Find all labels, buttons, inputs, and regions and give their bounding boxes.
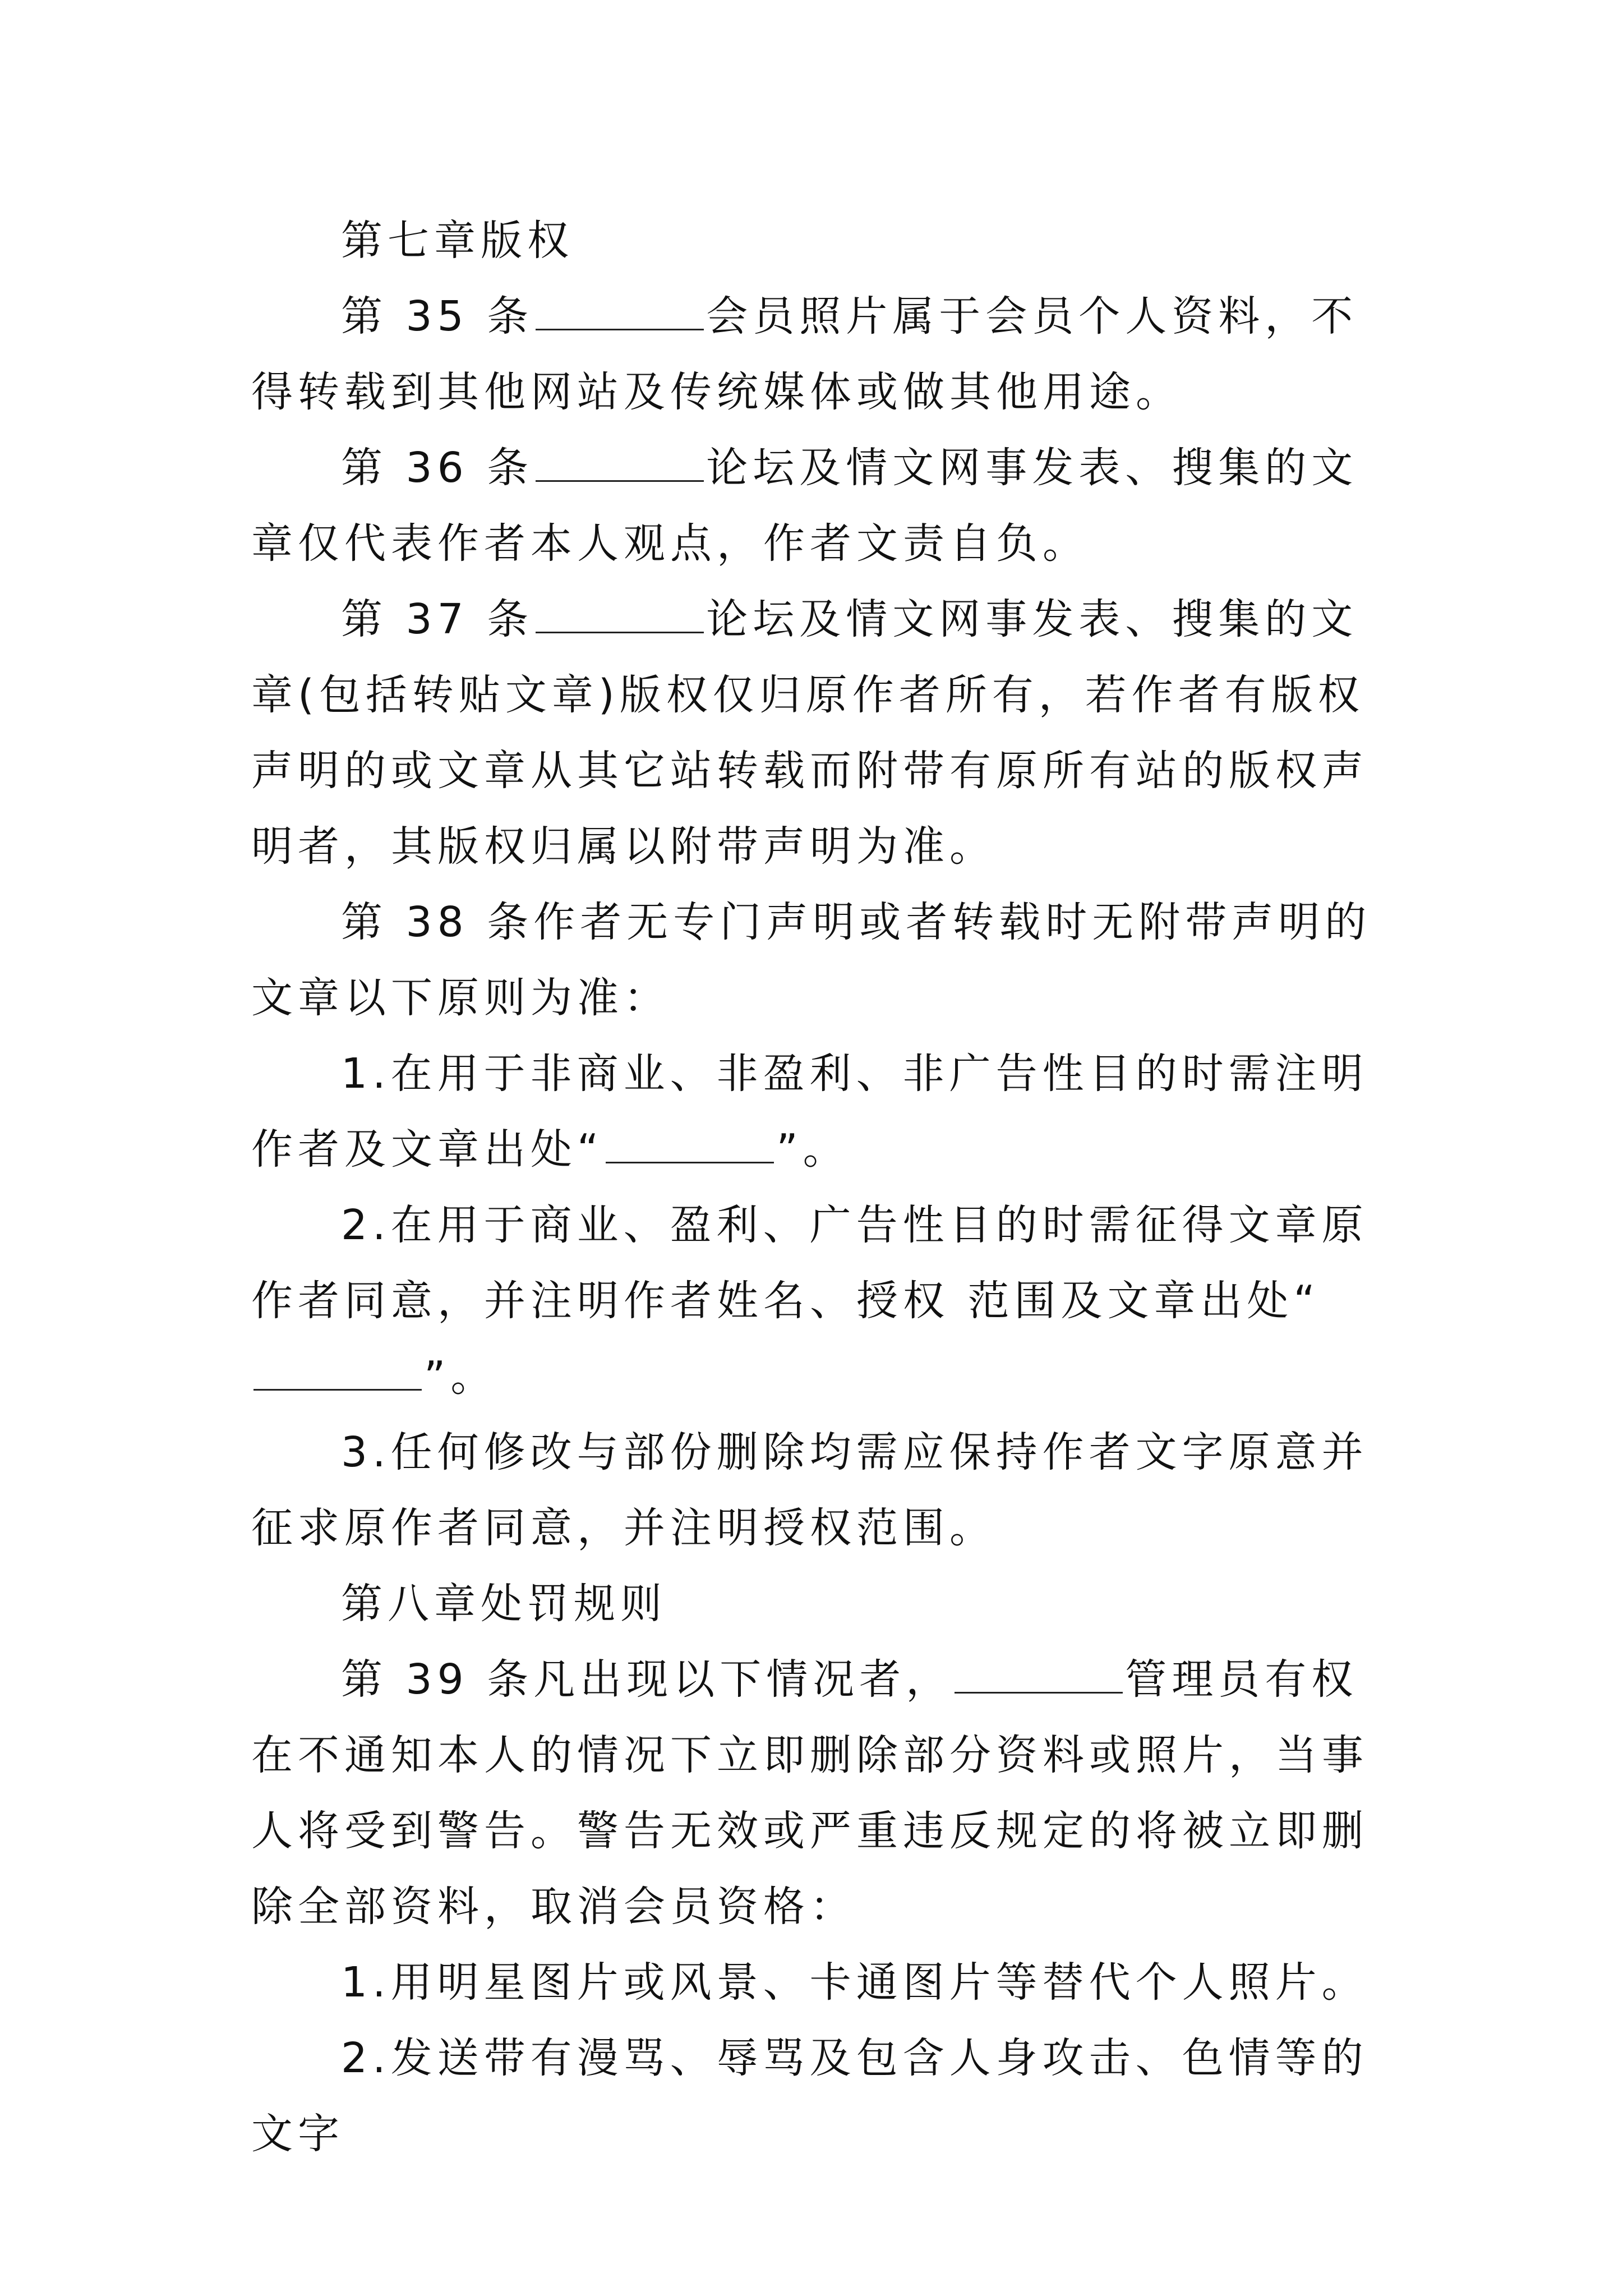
article-39-item-2: 2.发送带有漫骂、辱骂及包含人身攻击、色情等的文字 xyxy=(251,2034,1368,2158)
blank-underline xyxy=(253,1357,422,1391)
blank-underline xyxy=(606,1130,774,1163)
article-38: 第 38 条作者无专门声明或者转载时无附带声明的文章以下原则为准： xyxy=(251,898,1372,1022)
chapter-7-heading: 第七章版权 xyxy=(341,217,574,265)
article-39-item-1: 1.用明星图片或风景、卡通图片等替代个人照片。 xyxy=(341,1958,1368,2007)
article-38-item-3: 3.任何修改与部份删除均需应保持作者文字原意并征求原作者同意，并注明授权范围。 xyxy=(251,1428,1368,1552)
blank-underline xyxy=(955,1660,1123,1694)
chapter-8-heading: 第八章处罚规则 xyxy=(341,1580,667,1628)
article-35: 第 35 条 会员照片属于会员个人资料，不得转载到其他网站及传统媒体或做其他用途。 xyxy=(251,292,1358,416)
article-38-item-2: 2.在用于商业、盈利、广告性目的时需征得文章原作者同意，并注明作者姓名、授权 范围及文章出处“”。 xyxy=(251,1201,1368,1401)
blank-underline xyxy=(536,600,704,633)
article-37: 第 37 条 论坛及情文网事发表、搜集的文章(包括转贴文章)版权仅归原作者所有，若作者有版权声明的或文章从其它站转载而附带有原所有站的版权声明者，其版权归属以附带声明为准。 xyxy=(251,595,1368,871)
article-36: 第 36 条 论坛及情文网事发表、搜集的文章仅代表作者本人观点，作者文责自负。 xyxy=(251,444,1358,568)
article-38-item-1: 1.在用于非商业、非盈利、非广告性目的时需注明作者及文章出处“ ”。 xyxy=(251,1050,1368,1174)
document-body xyxy=(251,203,1395,2172)
blank-underline xyxy=(536,448,704,482)
blank-underline xyxy=(536,297,704,330)
article-39: 第 39 条凡出现以下情况者， 管理员有权在不通知本人的情况下立即删除部分资料或照片，当事人将受到警告。警告无效或严重违反规定的将被立即删除全部资料，取消会员资格： xyxy=(251,1655,1368,1931)
